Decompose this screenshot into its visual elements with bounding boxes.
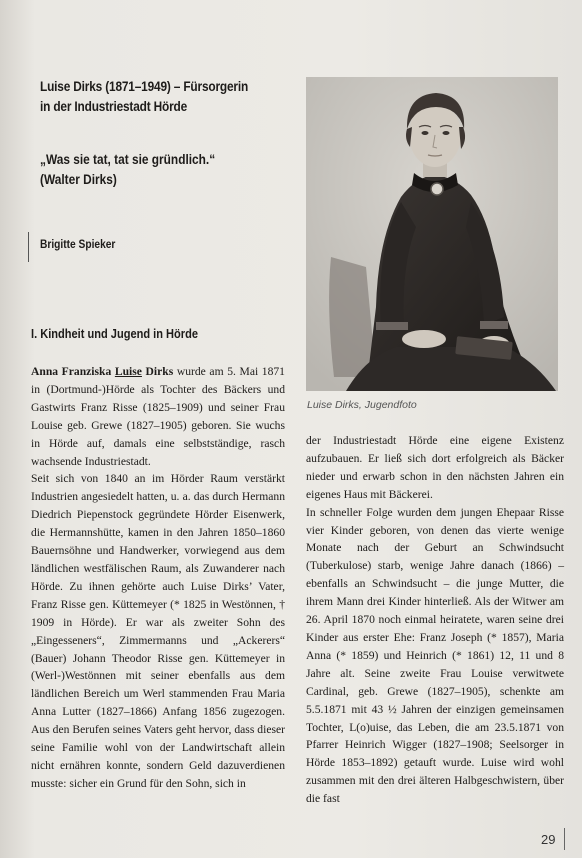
author-rule [28,232,29,262]
text-column-right [306,432,564,808]
page-number: 29 [541,832,556,847]
portrait-photo [306,77,558,391]
title-line-1: Luise Dirks (1871–1949) – Fürsorgerin [40,79,249,94]
page-number-rule [564,828,565,850]
paragraph: Seit sich von 1840 an im Hörder Raum verstärkt Industrien angesiedelt hatten, u. a. das durch Hermann Diedrich Piepenstock gegründete Hörder Eisenwerk, die Hermannshütte, kamen in den Jahren 1850–1860 Bauernsöhne und Handwerker, vorwiegend aus dem ländlichen westfälischen Raum, als Zuwanderer nach Hörde. Zu ihnen gehörte auch Luise Dirks’ Vater, Franz Risse gen. Küttemeyer (* 1825 in Westönnen, † 1909 in Hörde). Er war als zweiter Sohn des „Eingesseners“, Zimmermanns und „Ackerers“ (Bauer) Johann Theodor Risse gen. Küttemeyer in (Werl-)Westönnen mit seiner ebenfalls aus dem ländlichen Bereich um Werl stammenden Frau Maria Anna Lutter (1827–1866) Anfang 1856 zugezogen. Aus den Berufen seines Vaters geht hervor, dass dieser seine Familie wohl von der Landwirtschaft allein nicht ernähren konnte, sondern Geld dazuverdienen musste: sicher ein Grund für den Sohn, sich in [31,472,285,790]
article-title [40,77,260,117]
text-column-left [31,363,285,793]
paragraph: der Industriestadt Hörde eine eigene Existenz aufzubauen. Er ließ sich dort erfolgreich als Bäcker nieder und erwarb schon in den nächsten Jahren ein eigenes Haus mit Bäckerei. [306,434,564,501]
section-heading: I. Kindheit und Jugend in Hörde [31,326,198,341]
quote-text: „Was sie tat, tat sie gründlich.“ [40,152,216,167]
author-name: Brigitte Spieker [40,237,116,251]
paragraph [31,363,285,470]
lead-name-underlined: Luise [114,365,142,378]
photo-caption: Luise Dirks, Jugendfoto [307,399,417,411]
paragraph: In schneller Folge wurden dem jungen Ehepaar Risse vier Kinder geboren, von denen das vierte wenige Monate nach der Geburt an Schwindsucht (Tuberkulose) starb, wenige Jahre danach (1866) – ebenfalls an Schwindsucht – die junge Mutter, die ihrem Mann drei Kinder hinterließ. Als der Witwer am 26. April 1870 noch einmal heiratete, waren seine drei Kinder aus erster Ehe: Franz Joseph (* 1857), Maria Anna (* 1859) und Heinrich (* 1861) 12, 11 und 8 Jahre alt. Seine zweite Frau Louise verwitwete Cardinal, geb. Grewe (1827–1905), schenkte am 5.5.1871 mit 43 ½ Jahren der einzigen gemeinsamen Tochter, L(o)uise, das Leben, die am 23.5.1871 von Pfarrer Heinrich Wigger (1827–1908; Seelsorger in Hörde 1853–1892) getauft wurde. Luise wird wohl zusammen mit den drei älteren Halbgeschwistern, über die fast [306,505,564,806]
epigraph-quote [40,150,269,190]
paragraph-text: wurde am 5. Mai 1871 in (Dortmund-)Hörde als Tochter des Bäckers und Gastwirts Franz Risse (1825–1909) und seiner Frau Louise geb. Grewe (1827–1905) geboren. Sie wuchs in Hörde auf, damals eine selbstständige, rasch wachsende Industriestadt. [31,365,285,468]
portrait-illustration [306,77,558,391]
lead-name-b: Dirks [141,365,174,378]
quote-attribution: (Walter Dirks) [40,172,117,187]
lead-name-a: Anna Franziska [31,365,115,378]
title-line-2: in der Industriestadt Hörde [40,99,188,114]
